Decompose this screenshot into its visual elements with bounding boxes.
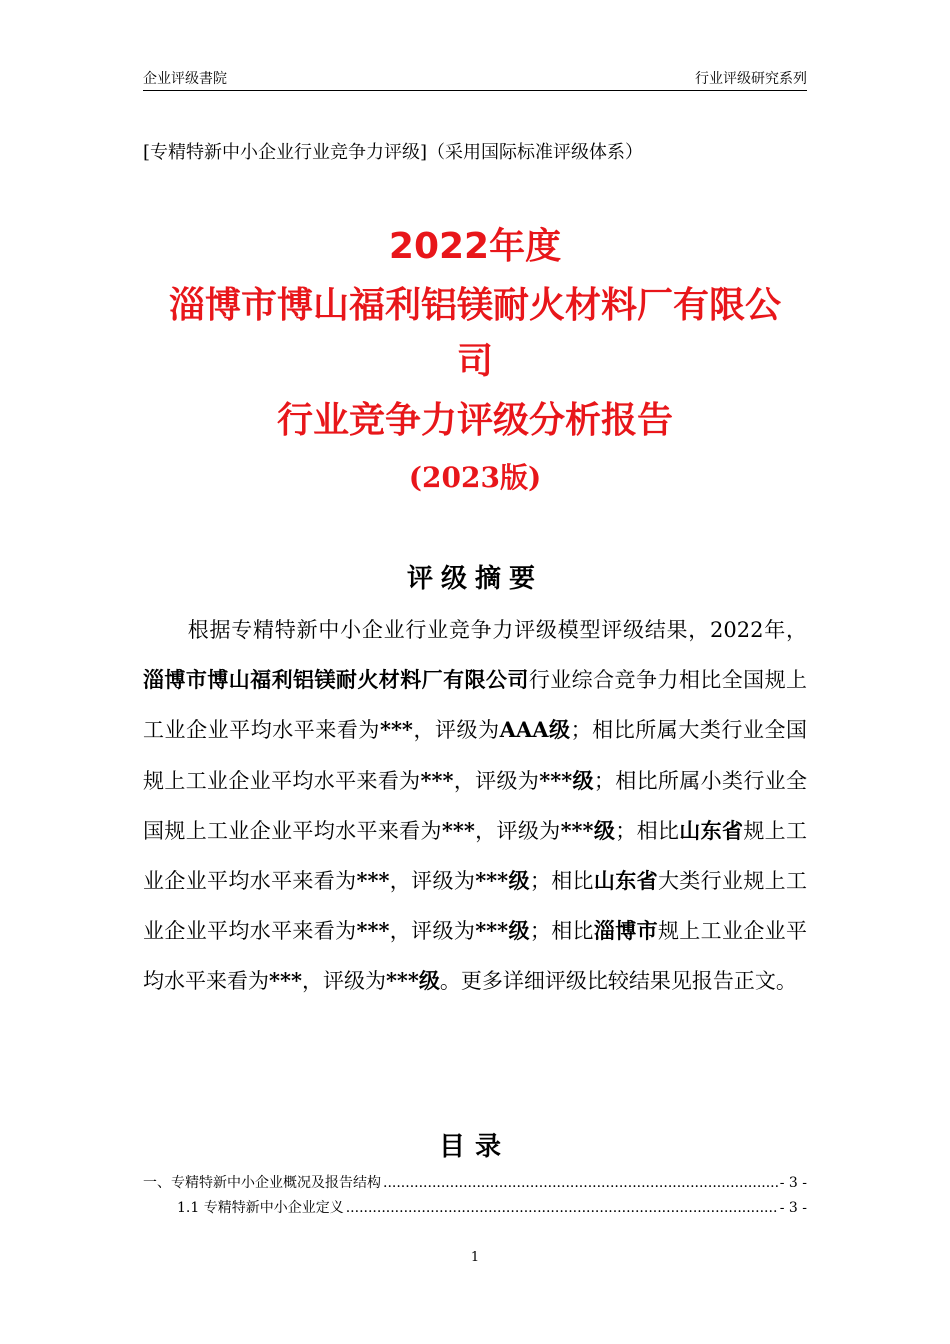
summary-text: 行业综合竞争力相比全国规上工业企业平均水平来看为 [143, 668, 808, 743]
summary-bold-text: *** [420, 767, 454, 793]
toc-entry-label: 1.1 专精特新中小企业定义 [177, 1200, 344, 1216]
title-year: 2022年度 [388, 226, 562, 267]
summary-bold-text: *** [441, 817, 475, 843]
summary-text: 根据专精特新中小企业行业竞争力评级模型评级结果，2022年， [187, 618, 807, 642]
summary-bold-text: ***级 [475, 918, 530, 944]
summary-text: ，评级为 [474, 818, 561, 843]
summary-text: ；相比 [529, 919, 594, 944]
summary-bold-text: *** [356, 868, 390, 894]
summary-text: ；相比所属大类行业全国规上工业企业平均水平来看为 [143, 718, 808, 793]
page-number: 1 [470, 1250, 480, 1265]
title-company-line2: 司 [456, 341, 493, 382]
toc-leader-dots [383, 1175, 778, 1191]
toc-entry[interactable] [143, 1197, 807, 1217]
toc-entry-label: 一、专精特新中小企业概况及报告结构 [143, 1175, 381, 1191]
summary-bold-text: *** [379, 717, 413, 743]
summary-paragraph [143, 606, 807, 1007]
summary-bold-text: ***级 [475, 868, 530, 894]
title-edition: (2023版) [408, 461, 542, 494]
summary-text: ，评级为 [301, 969, 386, 994]
summary-bold-text: AAA级 [499, 717, 571, 743]
summary-text: ，评级为 [453, 768, 540, 793]
summary-bold-text: 山东省 [593, 868, 658, 894]
page-header [143, 66, 807, 91]
series-line: [专精特新中小企业行业竞争力评级]（采用国际标准评级体系） [143, 142, 644, 163]
toc-entry[interactable] [143, 1172, 807, 1192]
summary-text: 。更多详细评级比较结果见报告正文。 [439, 969, 797, 994]
summary-text: ，评级为 [389, 919, 476, 944]
header-right-text: 行业评级研究系列 [695, 71, 807, 87]
title-company [110, 278, 840, 390]
summary-bold-text: 山东省 [679, 817, 744, 843]
summary-bold-text: *** [356, 918, 390, 944]
summary-bold-text: 淄博市 [593, 918, 658, 944]
summary-bold-text: ***级 [385, 968, 440, 994]
summary-bold-text: 淄博市博山福利铝镁耐火材料厂有限公司 [143, 667, 529, 693]
summary-bold-text: ***级 [539, 767, 594, 793]
summary-bold-text: *** [269, 968, 302, 994]
summary-heading: 评级摘要 [406, 564, 543, 594]
summary-text: ，评级为 [389, 869, 476, 894]
header-left-text: 企业评级書院 [143, 71, 227, 87]
title-company-line1: 淄博市博山福利铝镁耐火材料厂有限公 [168, 285, 781, 326]
summary-text: ，评级为 [412, 718, 500, 743]
summary-text: 大类行业规上工业企业平均水平来看为 [143, 869, 808, 944]
toc-entry-page: - 3 - [779, 1175, 807, 1191]
summary-bold-text: ***级 [560, 817, 616, 843]
summary-text: ；相比 [615, 818, 680, 843]
toc-entry-page: - 3 - [779, 1200, 807, 1216]
summary-text: 规上工业企业平均水平来看为 [143, 818, 808, 894]
summary-text: ；相比 [529, 869, 594, 894]
title-report: 行业竞争力评级分析报告 [276, 400, 673, 441]
toc-heading: 目录 [438, 1132, 511, 1162]
summary-text: 规上工业企业平均水平来看为 [143, 919, 808, 994]
summary-text: ；相比所属小类行业全国规上工业企业平均水平来看为 [143, 768, 808, 843]
toc-leader-dots [346, 1200, 778, 1216]
